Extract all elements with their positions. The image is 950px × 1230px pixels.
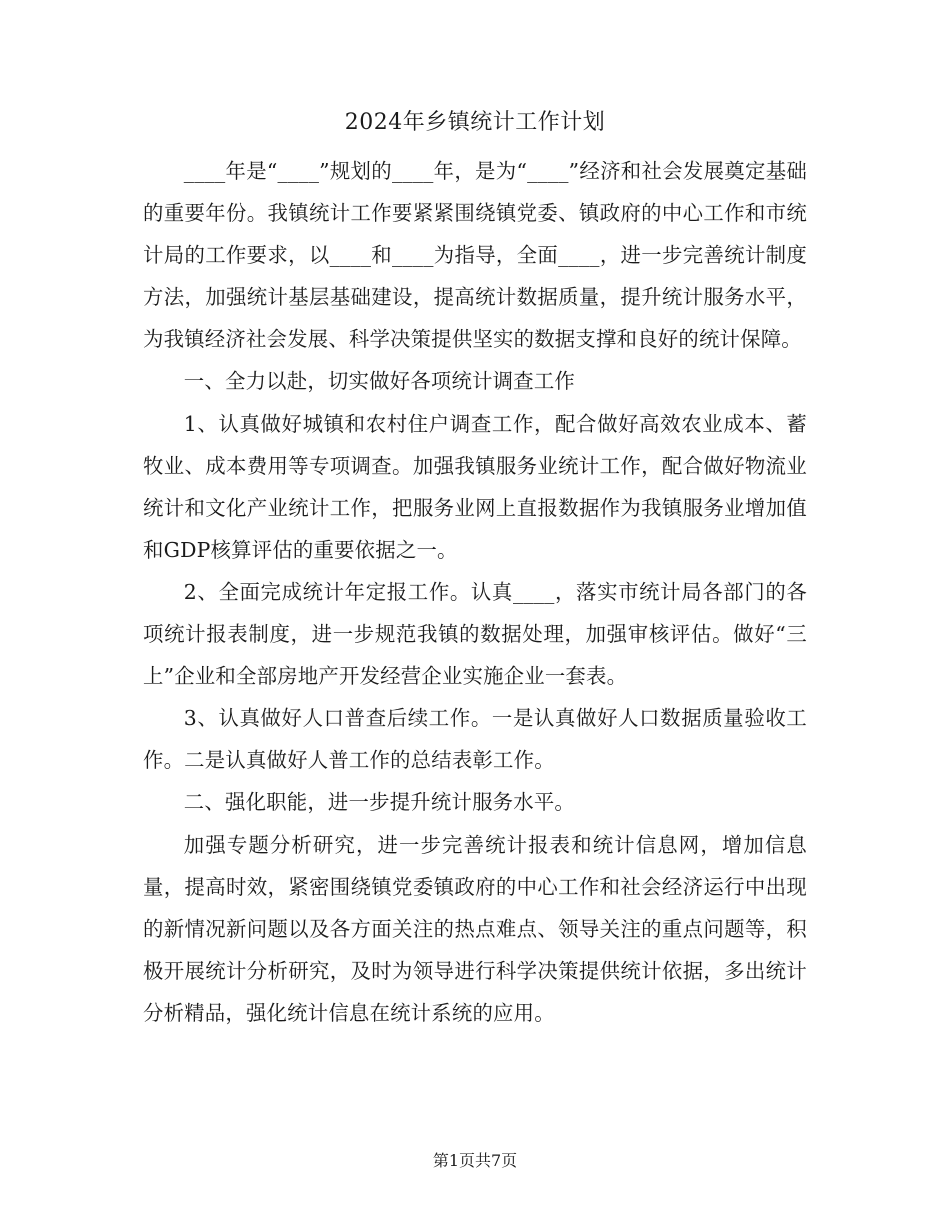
section-heading-2: 二、强化职能，进一步提升统计服务水平。 <box>183 790 576 815</box>
page-number: 第1页共7页 <box>432 1151 518 1170</box>
section-heading-1: 一、全力以赴，切实做好各项统计调查工作 <box>183 369 576 394</box>
intro-paragraph: ____年是“____”规划的____年，是为“____”经济和社会发展奠定基础的重要年份。我镇统计工作要紧紧围绕镇党委、镇政府的中心工作和市统计局的工作要求，以____和____为指导，全面____，进一步完善统计制度方法，加强统计基层基础建设，提高统计数据质量，提升统计服务水平，为我镇经济社会发展、科学决策提供坚实的数据支撑和良好的统计保障。 <box>143 159 807 352</box>
section-2-paragraph: 加强专题分析研究，进一步完善统计报表和统计信息网，增加信息量，提高时效，紧密围绕镇党委镇政府的中心工作和社会经济运行中出现的新情况新问题以及各方面关注的热点难点、领导关注的重点问题等，积极开展统计分析研究，及时为领导进行科学决策提供统计依据，多出统计分析精品，强化统计信息在统计系统的应用。 <box>143 832 807 1025</box>
item-paragraph-1: 1、认真做好城镇和农村住户调查工作，配合做好高效农业成本、蓄牧业、成本费用等专项调查。加强我镇服务业统计工作，配合做好物流业统计和文化产业统计工作，把服务业网上直报数据作为我镇服务业增加值和GDP核算评估的重要依据之一。 <box>143 411 807 562</box>
document-body <box>143 150 807 1034</box>
item-paragraph-2: 2、全面完成统计年定报工作。认真____，落实市统计局各部门的各项统计报表制度，进一步规范我镇的数据处理，加强审核评估。做好“三上”企业和全部房地产开发经营企业实施企业一套表。 <box>143 579 807 689</box>
document-title: 2024年乡镇统计工作计划 <box>344 110 606 135</box>
item-paragraph-3: 3、认真做好人口普查后续工作。一是认真做好人口数据质量验收工作。二是认真做好人普工作的总结表彰工作。 <box>143 706 807 773</box>
